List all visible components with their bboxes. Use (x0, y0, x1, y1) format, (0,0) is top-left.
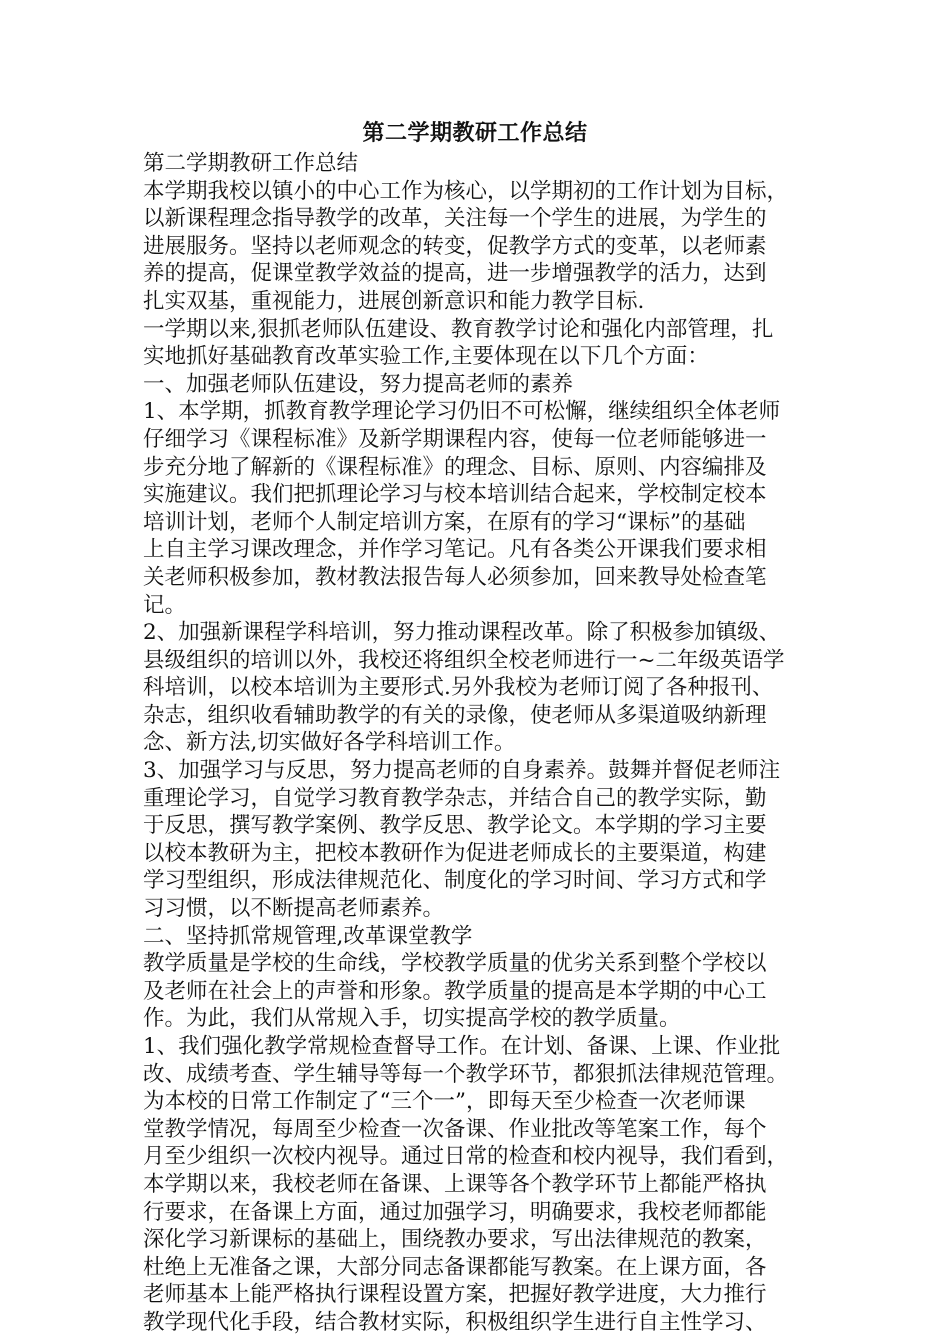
body-line: 以新课程理念指导教学的改革，关注每一个学生的进展，为学生的 (143, 206, 767, 232)
body-line: 重理论学习，自觉学习教育教学杂志，并结合自己的教学实际，勤 (143, 785, 767, 811)
section-heading: 一、加强老师队伍建设，努力提高老师的素养 (143, 371, 574, 397)
body-line: 习习惯，以不断提高老师素养。 (143, 896, 445, 922)
body-line: 教学质量是学校的生命线，学校教学质量的优劣关系到整个学校以 (143, 951, 767, 977)
body-line: 第二学期教研工作总结 (143, 151, 359, 176)
body-line: 念、新方法,切实做好各学科培训工作。 (143, 730, 516, 756)
body-line: 3、加强学习与反思，努力提高老师的自身素养。鼓舞并督促老师注 (143, 758, 781, 784)
body-line: 本学期我校以镇小的中心工作为核心，以学期初的工作计划为目标， (143, 178, 789, 204)
body-line: 科培训，以校本培训为主要形式.另外我校为老师订阅了各种报刊、 (143, 675, 774, 701)
body-line: 实施建议。我们把抓理论学习与校本培训结合起来，学校制定校本 (143, 482, 767, 508)
body-line: 于反思，撰写教学案例、教学反思、教学论文。本学期的学习主要 (143, 813, 767, 839)
body-line: 上自主学习课改理念，并作学习笔记。凡有各类公开课我们要求相 (143, 537, 767, 563)
body-line: 1、我们强化教学常规检查督导工作。在计划、备课、上课、作业批 (143, 1034, 781, 1059)
body-line: 实地抓好基础教育改革实验工作,主要体现在以下几个方面： (143, 344, 709, 370)
body-line: 老师基本上能严格执行课程设置方案，把握好教学进度，大力推行 (143, 1282, 767, 1308)
body-line: 堂教学情况，每周至少检查一次备课、作业批改等笔案工作，每个 (143, 1116, 767, 1142)
body-line: 以校本教研为主，把校本教研作为促进老师成长的主要渠道，构建 (143, 840, 767, 866)
body-line: 扎实双基，重视能力，进展创新意识和能力教学目标. (143, 288, 645, 314)
body-line: 1、本学期，抓教育教学理论学习仍旧不可松懈，继续组织全体老师 (143, 399, 781, 425)
body-line: 培训计划，老师个人制定培训方案，在原有的学习“课标”的基础 (143, 509, 746, 535)
body-line: 作。为此，我们从常规入手，切实提高学校的教学质量。 (143, 1006, 681, 1032)
body-line: 仔细学习《课程标准》及新学期课程内容，使每一位老师能够进一 (143, 426, 767, 452)
body-line: 养的提高，促课堂教学效益的提高，进一步增强教学的活力，达到 (143, 261, 767, 287)
body-line: 县级组织的培训以外，我校还将组织全校老师进行一~二年级英语学 (143, 647, 785, 673)
body-line: 进展服务。坚持以老师观念的转变，促教学方式的变革，以老师素 (143, 233, 767, 259)
document-page (143, 118, 807, 1337)
section-heading: 二、坚持抓常规管理,改革课堂教学 (143, 923, 473, 949)
body-line: 一学期以来,狠抓老师队伍建设、教育教学讨论和强化内部管理，扎 (143, 316, 774, 342)
body-line: 教学现代化手段，结合教材实际，积极组织学生进行自主性学习、 (143, 1309, 767, 1335)
body-line: 学习型组织，形成法律规范化、制度化的学习时间、学习方式和学 (143, 868, 767, 894)
body-line: 行要求，在备课上方面，通过加强学习，明确要求，我校老师都能 (143, 1199, 767, 1225)
body-line: 步充分地了解新的《课程标准》的理念、目标、原则、内容编排及 (143, 454, 767, 480)
body-line: 为本校的日常工作制定了“三个一”，即每天至少检查一次老师课 (143, 1089, 746, 1115)
body-line: 2、加强新课程学科培训，努力推动课程改革。除了积极参加镇级、 (143, 620, 781, 646)
body-line: 杂志，组织收看辅助教学的有关的录像，使老师从多渠道吸纳新理 (143, 702, 767, 728)
document-title: 第二学期教研工作总结 (362, 120, 588, 146)
body-line: 本学期以来，我校老师在备课、上课等各个教学环节上都能严格执 (143, 1171, 767, 1197)
body-line: 改、成绩考查、学生辅导等每一个教学环节，都狠抓法律规范管理。 (143, 1061, 789, 1087)
document-body (143, 150, 807, 1337)
body-line: 杜绝上无准备之课，大部分同志备课都能写教案。在上课方面，各 (143, 1254, 767, 1280)
body-line: 及老师在社会上的声誉和形象。教学质量的提高是本学期的中心工 (143, 978, 767, 1004)
body-line: 月至少组织一次校内视导。通过日常的检查和校内视导，我们看到， (143, 1144, 789, 1170)
body-line: 关老师积极参加，教材教法报告每人必须参加，回来教导处检查笔 (143, 564, 767, 590)
body-line: 深化学习新课标的基础上，围绕教办要求，写出法律规范的教案， (143, 1227, 767, 1253)
body-line: 记。 (143, 592, 187, 618)
